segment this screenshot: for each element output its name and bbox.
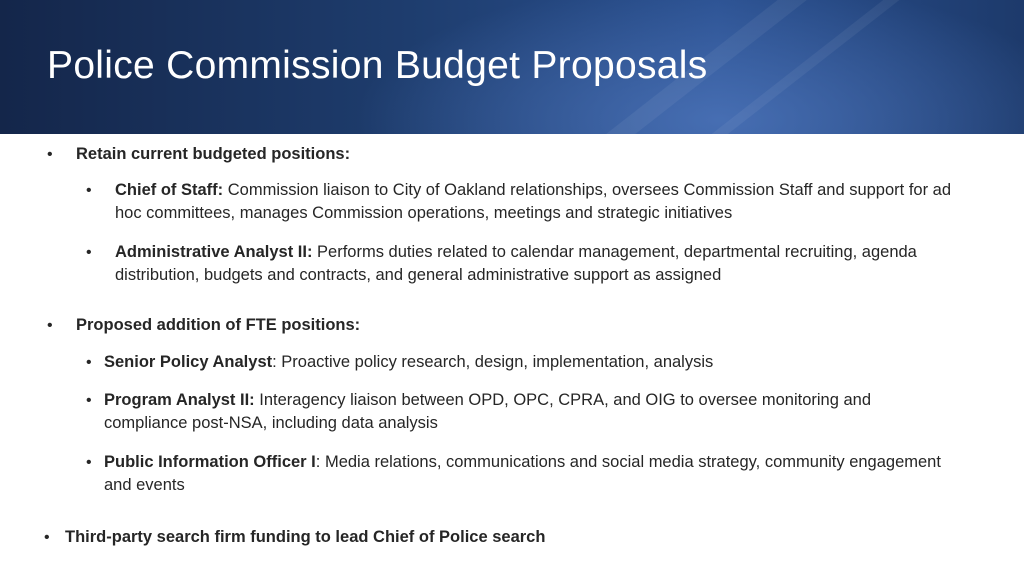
slide-body (0, 134, 1024, 576)
slide-title: Police Commission Budget Proposals (47, 44, 708, 87)
list-item (86, 451, 966, 497)
bullet-icon: • (86, 182, 92, 199)
list-item-text (115, 179, 966, 225)
role-description: Commission liaison to City of Oakland relationships, oversees Commission Staff and support for ad hoc committees, manages Commission operations, meetings and strategic initiatives (115, 181, 952, 222)
list-item-text (104, 351, 966, 374)
retain-heading-row (47, 143, 947, 166)
title-banner (0, 0, 1024, 134)
retain-heading: Retain current budgeted positions: (76, 145, 351, 163)
bullet-icon: • (44, 529, 50, 546)
bullet-icon: • (47, 146, 53, 163)
bullet-icon: • (47, 317, 53, 334)
list-item-text (104, 389, 956, 435)
bullet-icon: • (86, 392, 92, 409)
bullet-icon: • (86, 354, 92, 371)
bullet-icon: • (86, 454, 92, 471)
list-item (86, 389, 956, 435)
role-name: Administrative Analyst II: (115, 243, 313, 261)
list-item-text (104, 451, 966, 497)
proposed-heading-row (47, 314, 947, 337)
bullet-icon: • (86, 244, 92, 261)
role-name: Senior Policy Analyst (104, 353, 273, 371)
list-item-text (115, 241, 986, 287)
role-description: Interagency liaison between OPD, OPC, CPRA, and OIG to oversee monitoring and compliance post-NSA, including data analysis (104, 391, 871, 432)
third-party-text: Third-party search firm funding to lead Chief of Police search (65, 528, 546, 546)
proposed-heading: Proposed addition of FTE positions: (76, 316, 361, 334)
role-description: : Proactive policy research, design, implementation, analysis (272, 353, 714, 371)
third-party-row (44, 526, 944, 549)
list-item (86, 241, 986, 287)
list-item (86, 351, 966, 374)
role-name: Program Analyst II: (104, 391, 255, 409)
role-description: : Media relations, communications and social media strategy, community engagement and events (104, 453, 941, 494)
role-name: Public Information Officer I (104, 453, 316, 471)
list-item (86, 179, 966, 225)
role-name: Chief of Staff: (115, 181, 224, 199)
role-description: Performs duties related to calendar management, departmental recruiting, agenda distribution, budgets and contracts, and general administrative support as assigned (115, 243, 917, 284)
